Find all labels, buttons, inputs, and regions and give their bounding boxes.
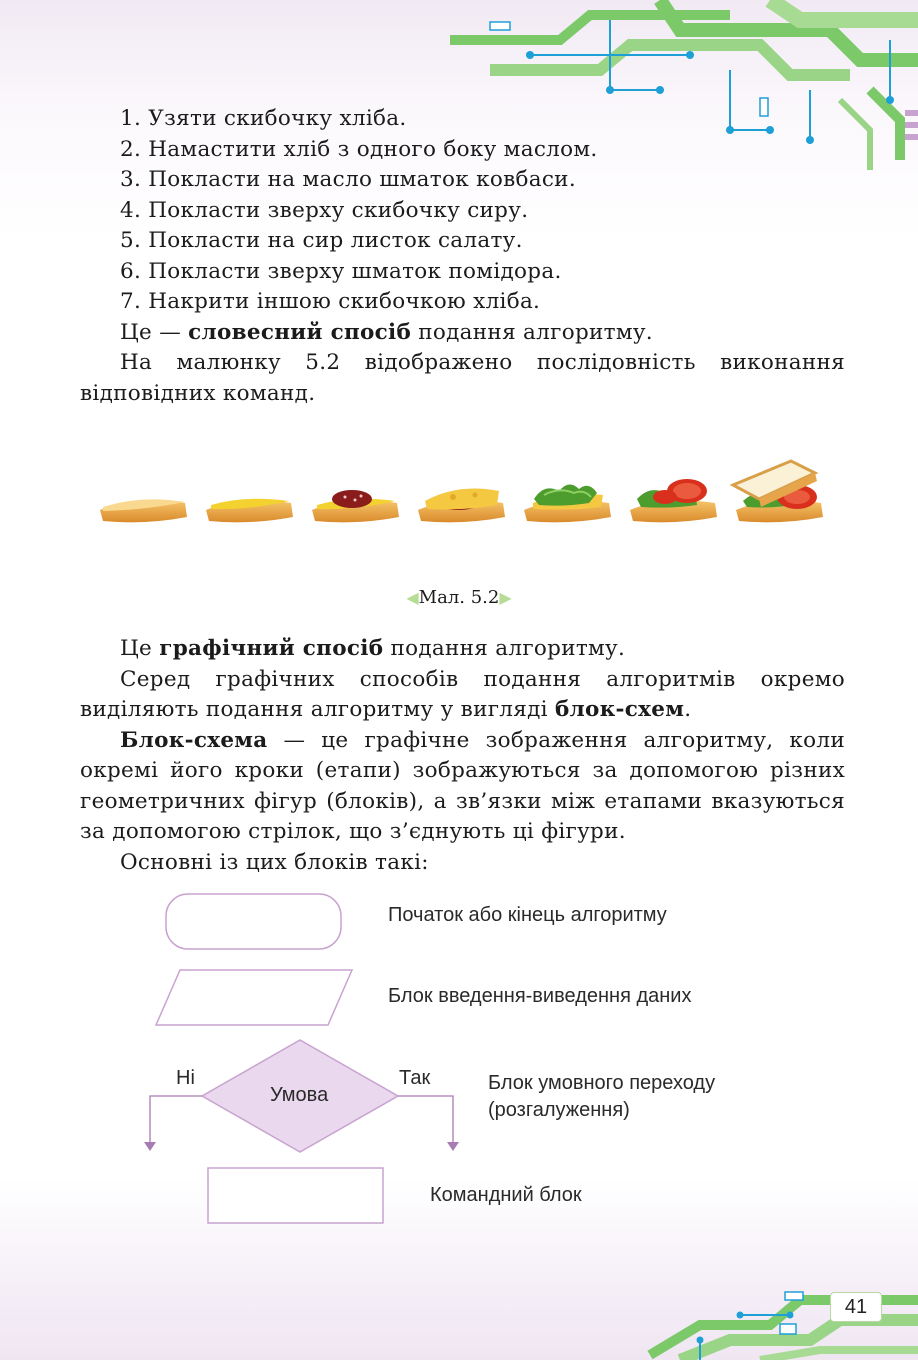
- flowchart-definition-paragraph: Блок-схема — це графічне зображення алгоритму, коли окремі його кроки (етапи) зображуються за допомогою різних геометричних фігур (блоків), а зв’язки між етапами вказуються за допомогою стрілок, що з’єднують ці фігури.: [80, 727, 845, 844]
- command-shape: [208, 1168, 383, 1223]
- sandwich-sequence-figure: [95, 455, 835, 545]
- start-end-shape: [166, 894, 341, 949]
- sandwich-stage-butter: [206, 499, 293, 523]
- flowchart-intro-paragraph: Серед графічних способів подання алгоритмів окремо виділяють подання алгоритму у вигляді блок-схем.: [80, 666, 845, 722]
- step-item: 5. Покласти на сир листок салату.: [120, 228, 523, 253]
- page-number: 41: [830, 1292, 882, 1322]
- step-item: 7. Накрити іншою скибочкою хліба.: [120, 289, 541, 314]
- figure-caption: ◀Мал. 5.2▶: [406, 587, 512, 608]
- yes-label: Так: [399, 1067, 431, 1089]
- flowchart-term: блок-схем: [554, 697, 685, 722]
- flowchart-blocks-legend: [0, 880, 918, 1240]
- start-end-label: Початок або кінець алгоритму: [388, 904, 667, 926]
- steps-list: [80, 104, 845, 318]
- step-item: 1. Узяти скибочку хліба.: [120, 106, 407, 131]
- verbal-method-term: словесний спосіб: [188, 319, 412, 345]
- sandwich-stage-cheese: [418, 489, 505, 523]
- flowchart-definition-term: Блок-схема: [120, 727, 268, 753]
- figure-intro-paragraph: На малюнку 5.2 відображено послідовність виконання відповідних команд.: [80, 350, 845, 406]
- yes-arrow-icon: [447, 1142, 459, 1151]
- sandwich-stage-tomato: [630, 479, 717, 522]
- step-item: 2. Намастити хліб з одного боку маслом.: [120, 136, 598, 162]
- text-top: [80, 104, 845, 409]
- yes-branch-line: [398, 1096, 453, 1142]
- graphic-method-term: графічний спосіб: [159, 636, 384, 661]
- step-item: 4. Покласти зверху скибочку сиру.: [120, 197, 529, 223]
- no-branch-line: [150, 1096, 202, 1142]
- verbal-method-paragraph: Це — словесний спосіб подання алгоритму.: [120, 319, 653, 345]
- caption-right-arrow-icon: ▶: [499, 588, 512, 607]
- no-label: Ні: [176, 1067, 195, 1089]
- graphic-method-paragraph: Це графічний спосіб подання алгоритму.: [120, 636, 626, 661]
- condition-label-line2: (розгалуження): [488, 1099, 630, 1121]
- main-blocks-paragraph: Основні із цих блоків такі:: [120, 849, 429, 875]
- step-item: 3. Покласти на масло шматок ковбаси.: [120, 167, 576, 192]
- condition-text: Умова: [270, 1084, 329, 1106]
- sandwich-stage-top-bread: [733, 461, 823, 522]
- sandwich-stage-sausage: [312, 490, 399, 522]
- caption-left-arrow-icon: ◀: [406, 588, 419, 607]
- no-arrow-icon: [144, 1142, 156, 1151]
- io-label: Блок введення-виведення даних: [388, 985, 692, 1007]
- step-item: 6. Покласти зверху шматок помідора.: [120, 258, 562, 284]
- sandwich-stage-lettuce: [524, 484, 611, 522]
- command-label: Командний блок: [430, 1184, 582, 1206]
- sandwich-stage-bread: [100, 499, 187, 522]
- condition-label-line1: Блок умовного переходу: [488, 1072, 716, 1094]
- io-shape: [156, 970, 352, 1025]
- text-middle: [80, 634, 845, 878]
